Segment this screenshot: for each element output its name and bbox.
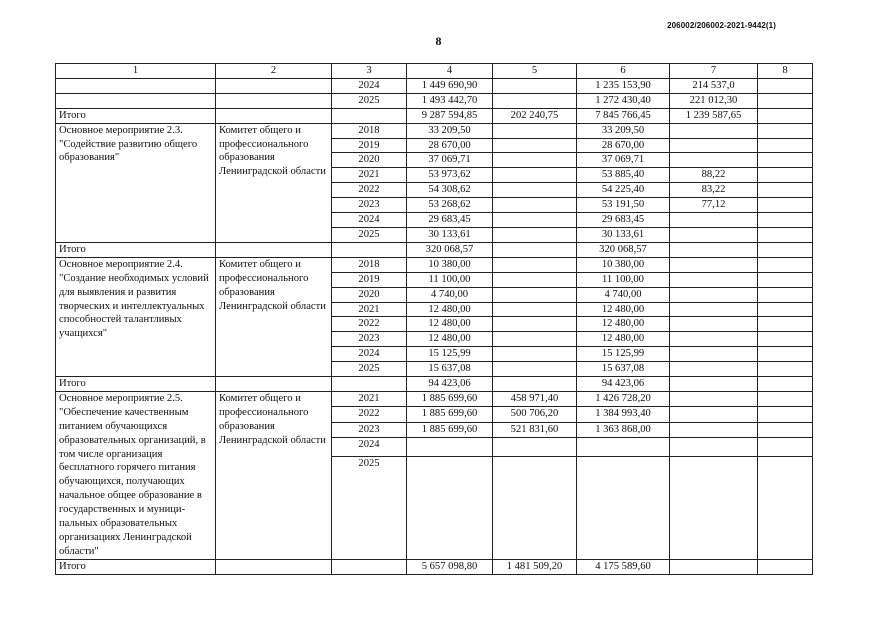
table-row xyxy=(56,257,813,272)
total-value: 94 423,06 xyxy=(577,377,670,392)
value-cell: 221 012,30 xyxy=(670,93,758,108)
document-id: 206002/206002-2021-9442(1) xyxy=(667,21,776,30)
value-cell: 11 100,00 xyxy=(407,272,493,287)
value-cell: 77,12 xyxy=(670,198,758,213)
value-cell xyxy=(670,227,758,242)
year-cell: 2020 xyxy=(332,287,407,302)
total-value: 202 240,75 xyxy=(493,108,577,123)
executor-cell xyxy=(216,377,332,392)
executor-cell xyxy=(216,242,332,257)
column-header: 7 xyxy=(670,64,758,79)
total-value: 4 175 589,60 xyxy=(577,559,670,574)
value-cell: 54 308,62 xyxy=(407,183,493,198)
year-cell: 2025 xyxy=(332,456,407,559)
value-cell xyxy=(493,123,577,138)
year-cell: 2020 xyxy=(332,153,407,168)
value-cell xyxy=(493,213,577,228)
value-cell xyxy=(758,93,813,108)
total-value xyxy=(670,559,758,574)
value-cell xyxy=(758,317,813,332)
year-cell xyxy=(332,108,407,123)
value-cell xyxy=(758,257,813,272)
value-cell: 1 235 153,90 xyxy=(577,78,670,93)
year-cell: 2022 xyxy=(332,183,407,198)
value-cell: 15 125,99 xyxy=(577,347,670,362)
value-cell: 29 683,45 xyxy=(577,213,670,228)
value-cell xyxy=(670,317,758,332)
value-cell xyxy=(577,456,670,559)
value-cell xyxy=(758,347,813,362)
year-cell: 2021 xyxy=(332,391,407,406)
value-cell xyxy=(758,272,813,287)
value-cell: 1 493 442,70 xyxy=(407,93,493,108)
column-header: 2 xyxy=(216,64,332,79)
value-cell: 4 740,00 xyxy=(407,287,493,302)
value-cell: 29 683,45 xyxy=(407,213,493,228)
executor-cell xyxy=(216,559,332,574)
table-row xyxy=(56,391,813,406)
year-cell: 2022 xyxy=(332,407,407,422)
value-cell xyxy=(577,438,670,457)
value-cell xyxy=(758,391,813,406)
total-label: Итого xyxy=(56,377,216,392)
total-value xyxy=(670,242,758,257)
value-cell: 10 380,00 xyxy=(577,257,670,272)
value-cell xyxy=(670,456,758,559)
value-cell: 521 831,60 xyxy=(493,422,577,437)
year-cell xyxy=(332,377,407,392)
value-cell: 33 209,50 xyxy=(407,123,493,138)
value-cell: 1 272 430,40 xyxy=(577,93,670,108)
value-cell xyxy=(670,257,758,272)
value-cell xyxy=(493,153,577,168)
value-cell: 53 973,62 xyxy=(407,168,493,183)
column-header: 1 xyxy=(56,64,216,79)
value-cell xyxy=(670,438,758,457)
total-value xyxy=(493,242,577,257)
measure-cell xyxy=(56,93,216,108)
value-cell: 30 133,61 xyxy=(407,227,493,242)
value-cell: 15 637,08 xyxy=(577,362,670,377)
value-cell: 1 885 699,60 xyxy=(407,391,493,406)
value-cell xyxy=(758,242,813,257)
total-value: 7 845 766,45 xyxy=(577,108,670,123)
value-cell: 53 268,62 xyxy=(407,198,493,213)
value-cell: 12 480,00 xyxy=(577,332,670,347)
value-cell: 28 670,00 xyxy=(407,138,493,153)
executor-cell xyxy=(216,93,332,108)
value-cell xyxy=(758,78,813,93)
value-cell xyxy=(670,332,758,347)
measure-name: Основное мероприятие 2.5. "Обеспечение качественным питанием обучающихся образовательных организаций, в том числе организация бесплатного горячего питания обучающихся, получающих начальное общее образование в государственных и муници-пальных образовательных организациях Ленинградской области" xyxy=(56,391,216,559)
value-cell: 214 537,0 xyxy=(670,78,758,93)
year-cell: 2023 xyxy=(332,422,407,437)
year-cell: 2021 xyxy=(332,302,407,317)
value-cell xyxy=(758,138,813,153)
value-cell: 88,22 xyxy=(670,168,758,183)
table-row xyxy=(56,559,813,574)
executor-name: Комитет общего и профессионального образования Ленинградской области xyxy=(216,123,332,242)
value-cell: 37 069,71 xyxy=(577,153,670,168)
value-cell xyxy=(493,93,577,108)
column-header: 3 xyxy=(332,64,407,79)
value-cell: 4 740,00 xyxy=(577,287,670,302)
value-cell xyxy=(670,422,758,437)
value-cell: 458 971,40 xyxy=(493,391,577,406)
value-cell xyxy=(758,213,813,228)
table-row xyxy=(56,123,813,138)
value-cell xyxy=(493,257,577,272)
total-value: 1 481 509,20 xyxy=(493,559,577,574)
value-cell xyxy=(758,227,813,242)
total-value xyxy=(670,377,758,392)
value-cell xyxy=(670,391,758,406)
value-cell: 1 449 690,90 xyxy=(407,78,493,93)
executor-name: Комитет общего и профессионального образования Ленинградской области xyxy=(216,257,332,376)
value-cell xyxy=(758,407,813,422)
value-cell xyxy=(670,362,758,377)
value-cell: 1 363 868,00 xyxy=(577,422,670,437)
value-cell: 12 480,00 xyxy=(577,317,670,332)
value-cell: 1 426 728,20 xyxy=(577,391,670,406)
value-cell xyxy=(493,168,577,183)
value-cell xyxy=(493,227,577,242)
table-row xyxy=(56,108,813,123)
value-cell xyxy=(758,362,813,377)
value-cell xyxy=(670,302,758,317)
year-cell: 2018 xyxy=(332,123,407,138)
value-cell xyxy=(758,302,813,317)
year-cell: 2024 xyxy=(332,213,407,228)
value-cell xyxy=(493,198,577,213)
total-value: 320 068,57 xyxy=(577,242,670,257)
executor-cell xyxy=(216,78,332,93)
value-cell xyxy=(758,456,813,559)
column-header: 6 xyxy=(577,64,670,79)
total-value: 5 657 098,80 xyxy=(407,559,493,574)
column-header: 4 xyxy=(407,64,493,79)
total-value: 320 068,57 xyxy=(407,242,493,257)
value-cell: 28 670,00 xyxy=(577,138,670,153)
year-cell xyxy=(332,242,407,257)
value-cell: 15 125,99 xyxy=(407,347,493,362)
year-cell: 2018 xyxy=(332,257,407,272)
value-cell xyxy=(493,78,577,93)
value-cell: 12 480,00 xyxy=(407,332,493,347)
value-cell xyxy=(758,438,813,457)
year-cell: 2023 xyxy=(332,332,407,347)
value-cell xyxy=(670,347,758,362)
value-cell xyxy=(493,438,577,457)
value-cell: 500 706,20 xyxy=(493,407,577,422)
table-row xyxy=(56,242,813,257)
value-cell: 10 380,00 xyxy=(407,257,493,272)
value-cell xyxy=(493,347,577,362)
value-cell xyxy=(758,108,813,123)
total-label: Итого xyxy=(56,559,216,574)
value-cell xyxy=(758,198,813,213)
value-cell xyxy=(670,138,758,153)
value-cell xyxy=(758,168,813,183)
year-cell: 2025 xyxy=(332,227,407,242)
measure-cell xyxy=(56,78,216,93)
value-cell xyxy=(670,153,758,168)
value-cell: 12 480,00 xyxy=(407,302,493,317)
value-cell: 37 069,71 xyxy=(407,153,493,168)
column-header: 8 xyxy=(758,64,813,79)
value-cell xyxy=(670,272,758,287)
value-cell xyxy=(670,123,758,138)
total-label: Итого xyxy=(56,108,216,123)
table-row xyxy=(56,78,813,93)
value-cell: 15 637,08 xyxy=(407,362,493,377)
executor-cell xyxy=(216,108,332,123)
value-cell xyxy=(493,302,577,317)
value-cell xyxy=(758,559,813,574)
value-cell xyxy=(493,287,577,302)
value-cell: 11 100,00 xyxy=(577,272,670,287)
value-cell: 1 885 699,60 xyxy=(407,422,493,437)
value-cell xyxy=(493,183,577,198)
total-value xyxy=(493,377,577,392)
year-cell: 2025 xyxy=(332,93,407,108)
value-cell: 83,22 xyxy=(670,183,758,198)
year-cell: 2025 xyxy=(332,362,407,377)
year-cell: 2019 xyxy=(332,138,407,153)
value-cell xyxy=(493,362,577,377)
value-cell: 12 480,00 xyxy=(577,302,670,317)
value-cell: 1 384 993,40 xyxy=(577,407,670,422)
value-cell: 33 209,50 xyxy=(577,123,670,138)
value-cell: 54 225,40 xyxy=(577,183,670,198)
value-cell xyxy=(493,138,577,153)
table-row xyxy=(56,64,813,79)
budget-table xyxy=(55,63,813,575)
value-cell xyxy=(493,332,577,347)
executor-name: Комитет общего и профессионального образования Ленинградской области xyxy=(216,391,332,559)
value-cell xyxy=(670,287,758,302)
measure-name: Основное мероприятие 2.3. "Содействие развитию общего образования" xyxy=(56,123,216,242)
column-header: 5 xyxy=(493,64,577,79)
year-cell xyxy=(332,559,407,574)
year-cell: 2024 xyxy=(332,438,407,457)
value-cell xyxy=(407,456,493,559)
total-label: Итого xyxy=(56,242,216,257)
year-cell: 2023 xyxy=(332,198,407,213)
year-cell: 2021 xyxy=(332,168,407,183)
value-cell: 53 191,50 xyxy=(577,198,670,213)
value-cell xyxy=(758,153,813,168)
year-cell: 2024 xyxy=(332,78,407,93)
total-value: 1 239 587,65 xyxy=(670,108,758,123)
table-row xyxy=(56,93,813,108)
value-cell xyxy=(670,213,758,228)
value-cell xyxy=(407,438,493,457)
value-cell xyxy=(758,287,813,302)
total-value: 9 287 594,85 xyxy=(407,108,493,123)
value-cell xyxy=(758,377,813,392)
value-cell xyxy=(670,407,758,422)
year-cell: 2024 xyxy=(332,347,407,362)
value-cell xyxy=(758,183,813,198)
value-cell xyxy=(493,456,577,559)
value-cell xyxy=(493,317,577,332)
value-cell: 30 133,61 xyxy=(577,227,670,242)
value-cell: 12 480,00 xyxy=(407,317,493,332)
measure-name: Основное мероприятие 2.4. "Создание необходимых условий для выявления и развития творческих и интеллектуальных способностей талантливых учащихся" xyxy=(56,257,216,376)
year-cell: 2022 xyxy=(332,317,407,332)
value-cell xyxy=(493,272,577,287)
value-cell: 53 885,40 xyxy=(577,168,670,183)
value-cell xyxy=(758,422,813,437)
page-number: 8 xyxy=(435,34,442,48)
total-value: 94 423,06 xyxy=(407,377,493,392)
value-cell xyxy=(758,123,813,138)
year-cell: 2019 xyxy=(332,272,407,287)
value-cell xyxy=(758,332,813,347)
value-cell: 1 885 699,60 xyxy=(407,407,493,422)
table-row xyxy=(56,377,813,392)
